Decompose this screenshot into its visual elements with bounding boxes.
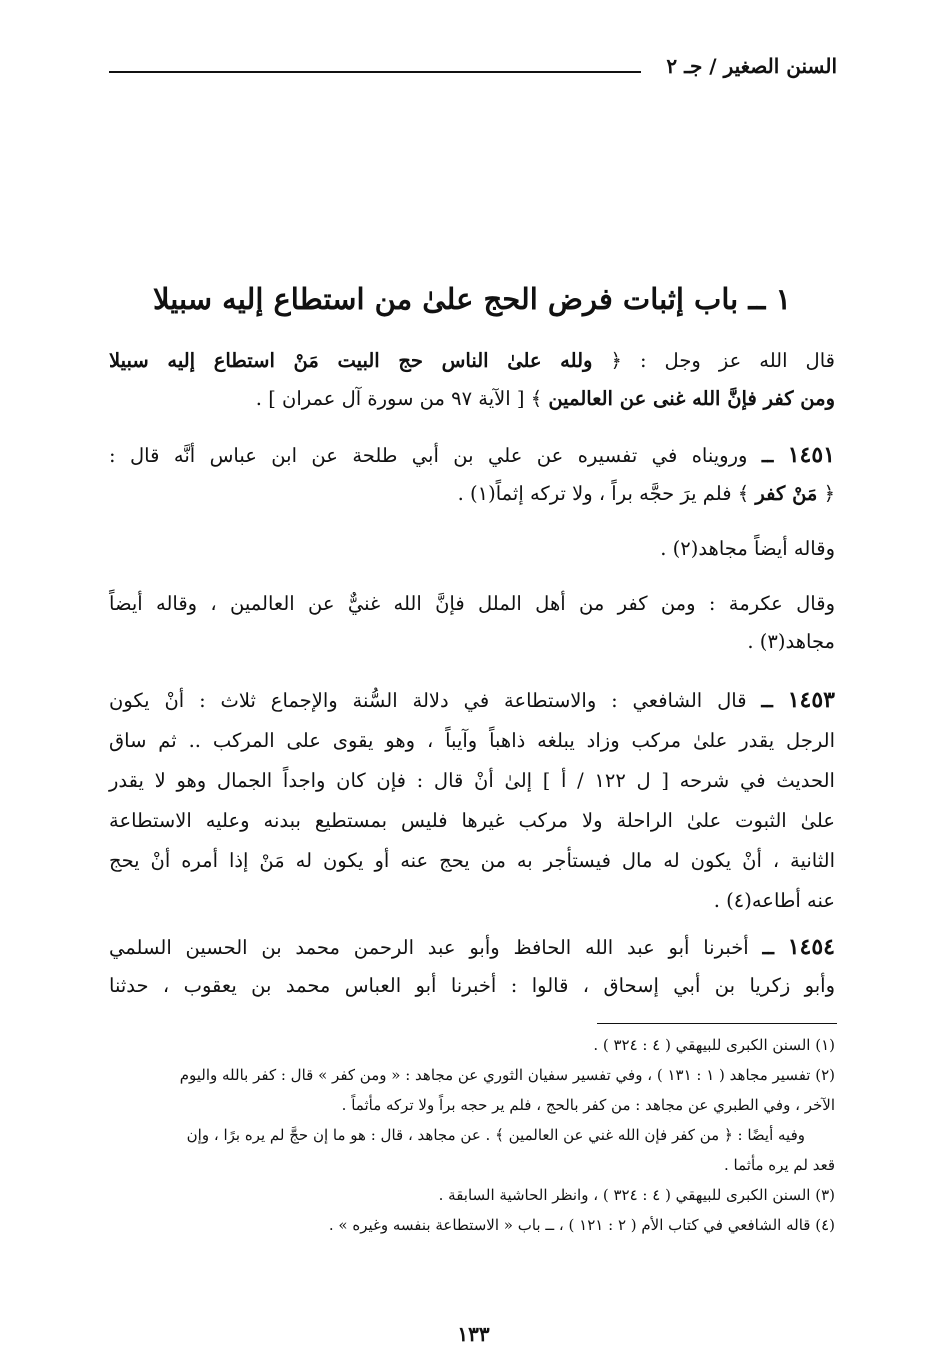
intro-line-1 xyxy=(109,342,835,380)
footnotes xyxy=(109,1030,835,1240)
footnote-rule xyxy=(597,1023,837,1024)
hadith-number: ١٤٥٤ xyxy=(787,934,835,960)
hadith-1451-suffix: ﴾ فلم يرَ حجَّه براً ، ولا تركه إثماً(١) . xyxy=(457,482,756,505)
hadith-1454-line-1 xyxy=(109,928,835,967)
hadith-1453-line-1 xyxy=(109,680,835,721)
footnote-4: (٤) قاله الشافعي في كتاب الأم ( ٢ : ١٢١ ) ، ــ باب « الاستطاعة بنفسه وغيره » . xyxy=(328,1216,835,1234)
header-rule xyxy=(109,71,641,73)
footnote-1: (١) السنن الكبرى للبيهقي ( ٤ : ٣٢٤ ) . xyxy=(593,1036,835,1054)
quran-open-bracket: ﴿ xyxy=(817,482,835,505)
intro-paragraph xyxy=(109,342,835,418)
hadith-number: ١٤٥١ xyxy=(787,442,835,468)
hadith-1453-line-4: علىٰ الثبوت علىٰ الراحلة ولا مركب غيرها فليس بمستطيع ببدنه وعليه الاستطاعة xyxy=(109,809,835,832)
hadith-1451-text: ورويناه في تفسيره عن علي بن أبي طلحة عن ابن عباس أنَّه قال : xyxy=(109,444,748,467)
hadith-1453-line-3: الحديث في شرحه [ ل ١٢٢ / أ ] إلىٰ أنْ قال : فإن كان واجداً الجمال وهو لا يقدر xyxy=(109,769,835,792)
hadith-1454-text: أخبرنا أبو عبد الله الحافظ وأبو عبد الرحمن محمد بن الحسين السلمي xyxy=(109,936,749,959)
hadith-number: ١٤٥٣ xyxy=(787,687,835,713)
page-number: ١٣٣ xyxy=(457,1322,490,1346)
footnote-2-line-1: (٢) تفسير مجاهد ( ١ : ١٣١ ) ، وفي تفسير سفيان الثوري عن مجاهد : « ومن كفر » قال : كفر بالله واليوم xyxy=(179,1066,835,1084)
hadith-1453-line-2: الرجل يقدر علىٰ مركب وزاد يبلغه ذاهباً وآيباً ، وهو يقوى على المركب .. ثم ساق xyxy=(109,729,835,752)
hadith-1451 xyxy=(109,436,835,513)
ikrima-line-1: وقال عكرمة : ومن كفر من أهل الملل فإنَّ الله غنيٌّ عن العالمين ، وقاله أيضاً xyxy=(109,592,835,615)
ikrima-paragraph xyxy=(109,585,835,661)
chapter-title: ١ ــ باب إثبات فرض الحج علىٰ من استطاع إليه سبيلا xyxy=(152,282,792,316)
quran-phrase: مَنْ كفر xyxy=(755,482,818,505)
footnote-3: (٣) السنن الكبرى للبيهقي ( ٤ : ٣٢٤ ) ، وانظر الحاشية السابقة . xyxy=(438,1186,835,1204)
dash: ــ xyxy=(761,689,773,712)
footnote-2-line-2: الآخر ، وفي الطبري عن مجاهد : من كفر بالحج ، فلم ير حجه براً ولا تركه مأثماً . xyxy=(341,1096,835,1114)
quran-verse-part2: ومن كفر فإنَّ الله غنى عن العالمين xyxy=(548,387,835,410)
intro-line-2 xyxy=(109,380,835,418)
hadith-1453-text: قال الشافعي : والاستطاعة في دلالة السُّنة والإجماع ثلاث : أنْ يكون xyxy=(109,689,747,712)
mujahid-paragraph xyxy=(109,530,835,568)
running-header xyxy=(109,52,837,86)
hadith-1453-line-5: الثانية ، أنْ يكون له مال فيستأجر به من يحج عنه أو يكون له مَنْ إذا أمره أنْ يحج xyxy=(109,849,835,872)
hadith-1451-line-2 xyxy=(109,475,835,513)
hadith-1454 xyxy=(109,928,835,1005)
intro-suffix: ﴾ [ الآية ٩٧ من سورة آل عمران ] . xyxy=(255,387,549,410)
hadith-1451-line-1 xyxy=(109,436,835,475)
dash: ــ xyxy=(762,936,774,959)
footnote-2-line-4: قعد لم يره مأثما . xyxy=(723,1156,835,1174)
running-title: السنن الصغير / جـ ٢ xyxy=(666,54,837,78)
ikrima-line-2: مجاهد(٣) . xyxy=(747,630,835,653)
hadith-1454-line-2: وأبو زكريا بن أبي إسحاق ، قالوا : أخبرنا أبو العباس محمد بن يعقوب ، حدثنا xyxy=(109,974,835,997)
hadith-1453-line-6: عنه أطاعه(٤) . xyxy=(713,889,835,912)
dash: ــ xyxy=(761,444,774,467)
quran-verse-part1: ولله علىٰ الناس حج البيت مَنْ استطاع إليه سبيلا xyxy=(109,349,593,372)
mujahid-line: وقاله أيضاً مجاهد(٢) . xyxy=(660,537,835,560)
intro-prefix: قال الله عز وجل : ﴿ xyxy=(592,349,835,372)
hadith-1453 xyxy=(109,680,835,921)
footnote-2-line-3: وفيه أيضًا : ﴿ من كفر فإن الله غني عن العالمين ﴾ . عن مجاهد ، قال : هو ما إن حجَّ لم يره برًا ، وإن xyxy=(186,1126,805,1144)
